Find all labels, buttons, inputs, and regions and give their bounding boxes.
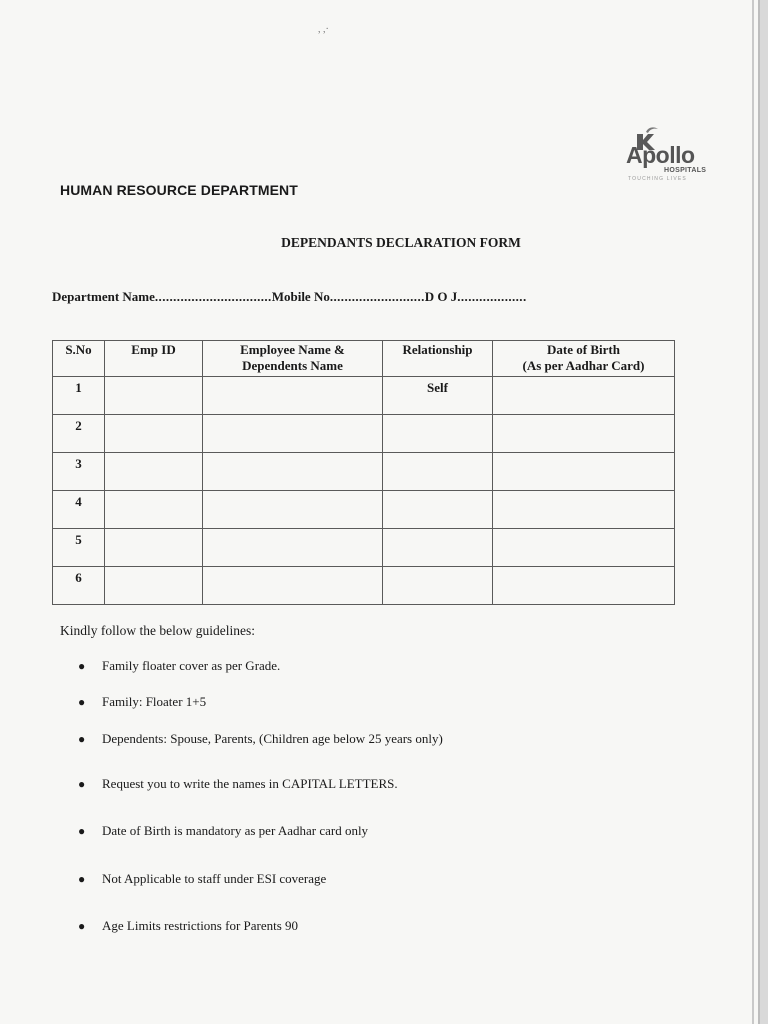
department-name-field[interactable]: ................................	[154, 289, 272, 304]
table-row	[53, 491, 675, 529]
cell-sno: 1	[53, 377, 105, 415]
list-item	[78, 918, 298, 934]
cell-relationship[interactable]	[383, 415, 493, 453]
header-employee-name-line2: Dependents Name	[242, 358, 343, 373]
bullet-dot-icon: ●	[78, 659, 86, 673]
header-relationship: Relationship	[383, 341, 493, 377]
cell-sno: 4	[53, 491, 105, 529]
cell-dob[interactable]	[493, 529, 675, 567]
doj-label: D O J	[424, 289, 458, 304]
apollo-logo	[622, 122, 714, 188]
bullet-dot-icon: ●	[78, 824, 86, 838]
logo-tagline: TOUCHING LIVES	[628, 176, 687, 182]
header-dob-line2: (As per Aadhar Card)	[522, 358, 645, 373]
doj-field[interactable]: ...................	[457, 289, 527, 304]
bullet-dot-icon: ●	[78, 919, 86, 933]
cell-sno: 6	[53, 567, 105, 605]
header-dob-line1: Date of Birth	[547, 342, 620, 357]
bullet-dot-icon: ●	[78, 872, 86, 886]
table-row	[53, 453, 675, 491]
form-title: DEPENDANTS DECLARATION FORM	[281, 235, 521, 250]
cell-emp-id[interactable]	[105, 491, 203, 529]
guideline-text: Date of Birth is mandatory as per Aadhar card only	[102, 823, 369, 838]
cell-emp-id[interactable]	[105, 415, 203, 453]
table-header-row	[53, 341, 675, 377]
list-item	[78, 871, 326, 887]
cell-relationship[interactable]	[383, 529, 493, 567]
cell-sno: 3	[53, 453, 105, 491]
list-item	[78, 776, 398, 792]
header-emp-id: Emp ID	[105, 341, 203, 377]
cell-relationship[interactable]	[383, 453, 493, 491]
cell-dob[interactable]	[493, 453, 675, 491]
cell-relationship[interactable]: Self	[383, 377, 493, 415]
guideline-text: Age Limits restrictions for Parents 90	[102, 918, 299, 933]
cell-sno: 5	[53, 529, 105, 567]
mobile-label: Mobile No	[271, 289, 330, 304]
guideline-text: Family floater cover as per Grade.	[102, 658, 281, 673]
logo-subtitle: HOSPITALS	[664, 167, 707, 174]
header-employee-name-line1: Employee Name &	[240, 342, 345, 357]
guideline-text: Dependents: Spouse, Parents, (Children age below 25 years only)	[102, 731, 443, 746]
cell-relationship[interactable]	[383, 567, 493, 605]
department-heading: HUMAN RESOURCE DEPARTMENT	[60, 182, 298, 198]
bullet-dot-icon: ●	[78, 777, 86, 791]
cell-emp-id[interactable]	[105, 453, 203, 491]
cell-name[interactable]	[203, 377, 383, 415]
mobile-field[interactable]: ..........................	[329, 289, 425, 304]
cell-emp-id[interactable]	[105, 377, 203, 415]
bullet-dot-icon: ●	[78, 695, 86, 709]
guideline-text: Not Applicable to staff under ESI coverage	[102, 871, 327, 886]
list-item	[78, 658, 280, 674]
list-item	[78, 694, 206, 710]
dependants-table	[52, 340, 675, 605]
guideline-text: Request you to write the names in CAPITAL LETTERS.	[102, 776, 398, 791]
cell-dob[interactable]	[493, 491, 675, 529]
cell-sno: 2	[53, 415, 105, 453]
table-row	[53, 567, 675, 605]
cell-name[interactable]	[203, 567, 383, 605]
header-employee-name	[203, 341, 383, 377]
list-item	[78, 823, 368, 839]
table-row	[53, 529, 675, 567]
header-fields	[52, 289, 527, 305]
cell-emp-id[interactable]	[105, 529, 203, 567]
department-name-label: Department Name	[52, 289, 155, 304]
header-sno: S.No	[53, 341, 105, 377]
cell-name[interactable]	[203, 491, 383, 529]
cell-dob[interactable]	[493, 567, 675, 605]
table-row	[53, 415, 675, 453]
logo-brand: Apollo	[626, 142, 695, 168]
header-dob	[493, 341, 675, 377]
cell-name[interactable]	[203, 453, 383, 491]
cell-name[interactable]	[203, 529, 383, 567]
bullet-dot-icon: ●	[78, 732, 86, 746]
scan-mark: , ,·	[318, 24, 329, 35]
cell-dob[interactable]	[493, 377, 675, 415]
cell-relationship[interactable]	[383, 491, 493, 529]
guidelines-intro: Kindly follow the below guidelines:	[60, 623, 255, 638]
guideline-text: Family: Floater 1+5	[102, 694, 207, 709]
scan-edge	[752, 0, 754, 1024]
table-row	[53, 377, 675, 415]
cell-name[interactable]	[203, 415, 383, 453]
cell-dob[interactable]	[493, 415, 675, 453]
list-item	[78, 731, 443, 747]
cell-emp-id[interactable]	[105, 567, 203, 605]
